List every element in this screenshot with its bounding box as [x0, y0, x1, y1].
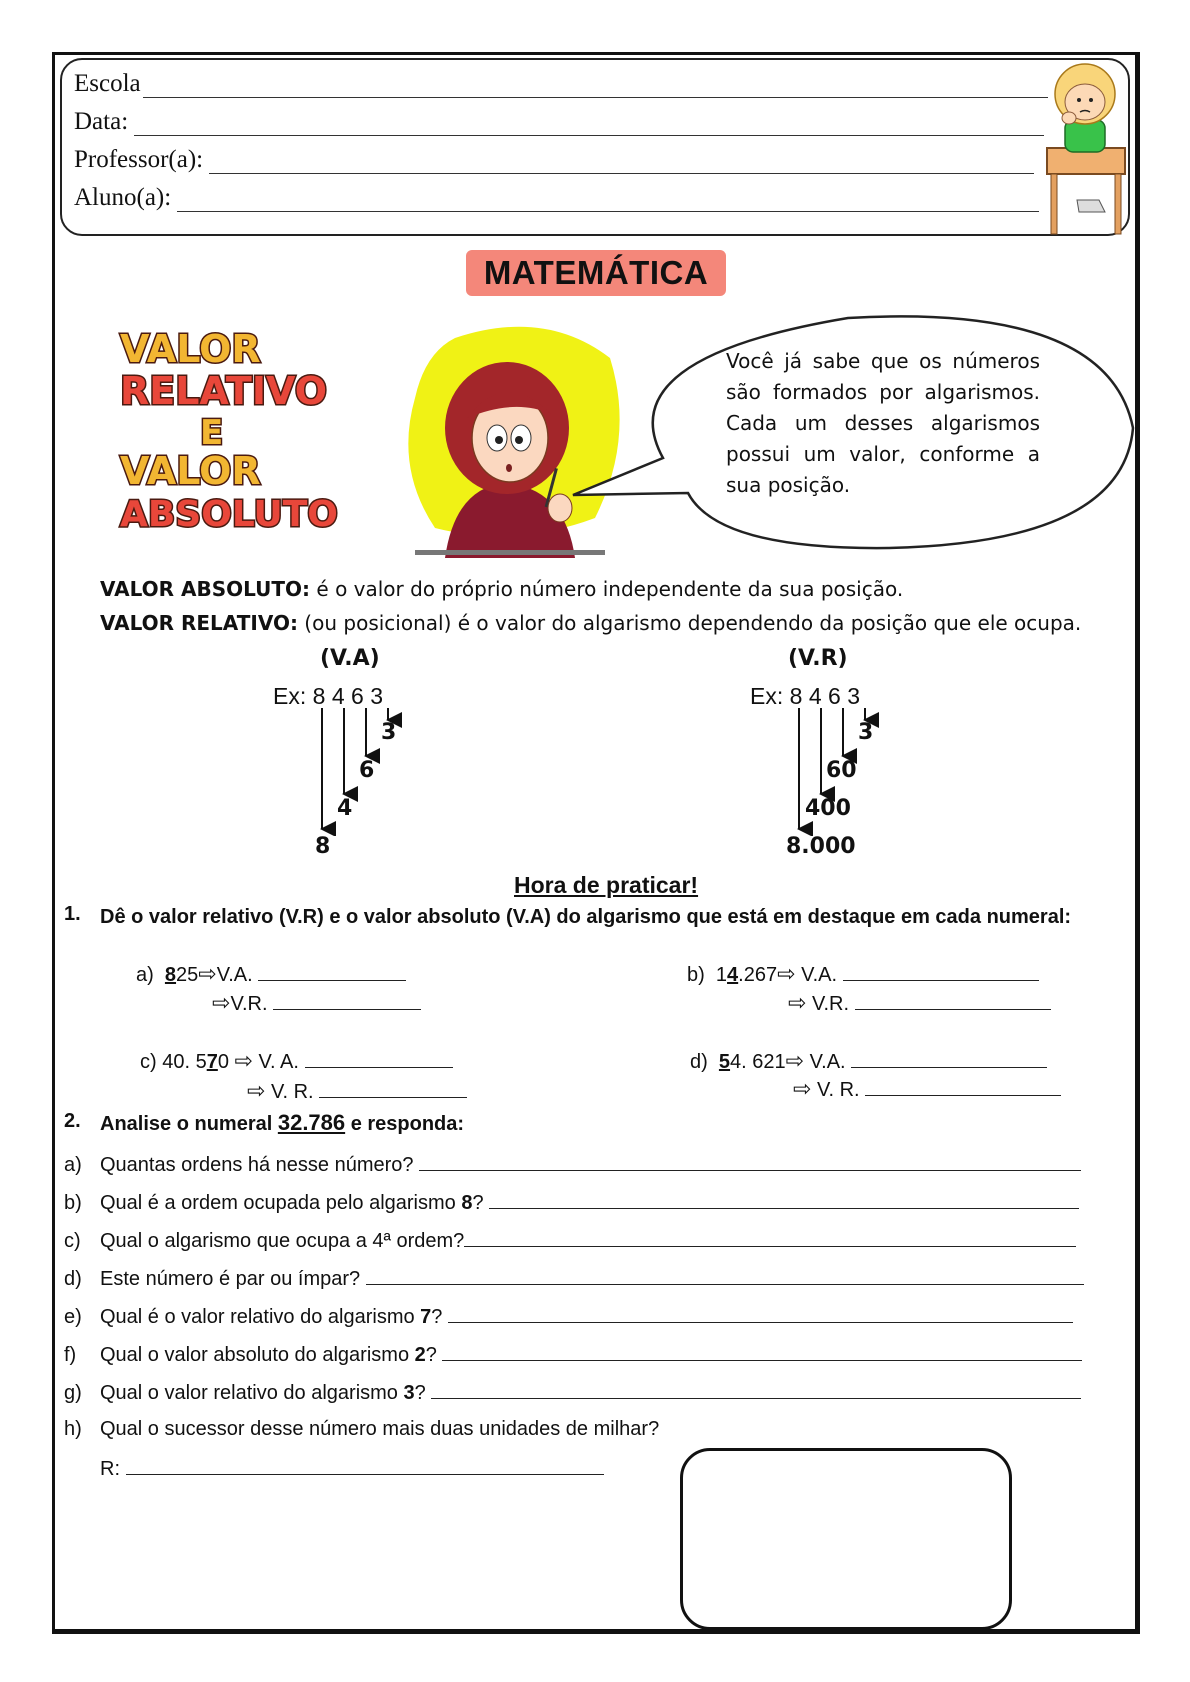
- q2b-after: ?: [472, 1192, 484, 1214]
- q1d-va-answer[interactable]: [851, 1049, 1047, 1068]
- vr-digit: 4: [808, 683, 822, 709]
- school-field[interactable]: [143, 75, 1048, 98]
- q1d-vr-row: [793, 1076, 1061, 1102]
- q1c-vr-answer[interactable]: [319, 1079, 467, 1098]
- arrow-icon: ⇨: [234, 1048, 253, 1073]
- q2e-after: ?: [431, 1306, 443, 1328]
- q2e-text: Qual é o valor relativo do algarismo: [100, 1306, 421, 1328]
- va-result: 8: [315, 834, 331, 859]
- practice-heading: Hora de praticar!: [514, 872, 699, 898]
- q2e-answer[interactable]: [448, 1304, 1073, 1323]
- q1c-vr-row: [247, 1078, 467, 1104]
- q1a-label: a): [136, 964, 154, 986]
- q2d-answer[interactable]: [366, 1266, 1084, 1285]
- speech-bubble-text: Você já sabe que os números são formados por algarismos. Cada um desses algarismos possui um valor, conforme a sua posição.: [726, 349, 1040, 497]
- q2g-item: [64, 1380, 1081, 1405]
- q1b-label: b): [687, 964, 705, 986]
- q1d-item: [690, 1048, 1047, 1074]
- q1a-va-answer[interactable]: [258, 962, 406, 981]
- arrow-icon: ⇨: [198, 961, 217, 986]
- date-label: Data:: [74, 108, 129, 135]
- q2b-answer[interactable]: [489, 1190, 1079, 1209]
- vr-digit: 3: [847, 683, 860, 709]
- q1a-vr-row: [212, 990, 421, 1016]
- q1d-post: 4. 621: [730, 1051, 786, 1073]
- q2g-bold: 3: [403, 1382, 415, 1404]
- q1c-va-label: V. A.: [258, 1051, 299, 1073]
- kid-desk-illustration: [1037, 60, 1132, 236]
- va-digit: 6: [351, 683, 364, 709]
- q2e-label: e): [64, 1306, 82, 1328]
- logo-line-5: ABSOLUTO: [120, 494, 338, 535]
- q2e-item: [64, 1304, 1073, 1329]
- vr-result: 3: [858, 720, 874, 745]
- q2d-label: d): [64, 1268, 82, 1290]
- q2b-bold: 8: [461, 1192, 473, 1214]
- q1-number: 1.: [64, 903, 81, 925]
- q2c-answer[interactable]: [464, 1228, 1076, 1247]
- definition-relative: [100, 611, 1081, 635]
- logo-line-4: VALOR: [120, 449, 261, 493]
- q2d-text: Este número é par ou ímpar?: [100, 1268, 361, 1290]
- vr-prefix: Ex:: [750, 683, 784, 709]
- q2-number: 2.: [64, 1110, 81, 1132]
- school-row: [74, 70, 1048, 98]
- arrow-icon: ⇨: [247, 1078, 266, 1103]
- vr-result: 60: [826, 758, 857, 783]
- q2a-item: [64, 1152, 1081, 1177]
- q2g-answer[interactable]: [431, 1380, 1081, 1399]
- q2a-answer[interactable]: [419, 1152, 1081, 1171]
- q1b-highlight-digit: 4: [727, 964, 739, 986]
- q2f-text: Qual o valor absoluto do algarismo: [100, 1344, 415, 1366]
- student-label: Aluno(a):: [74, 184, 172, 211]
- header-box: [60, 58, 1130, 236]
- teacher-field[interactable]: [209, 151, 1034, 174]
- arrow-icon: ⇨: [785, 1048, 805, 1073]
- relative-text: (ou posicional) é o valor do algarismo dependendo da posição que ele ocupa.: [297, 611, 1082, 635]
- vr-heading: (V.R): [788, 646, 848, 671]
- va-digit: 8: [312, 683, 326, 709]
- q2f-bold: 2: [414, 1344, 426, 1366]
- q1b-va-label: V.A.: [801, 964, 838, 986]
- q2c-label: c): [64, 1230, 81, 1252]
- q1a-post: 25: [176, 964, 199, 986]
- q2f-label: f): [64, 1344, 77, 1366]
- q1a-vr-answer[interactable]: [273, 991, 421, 1010]
- q1d-highlight-digit: 5: [718, 1051, 731, 1073]
- logo-line-1: VALOR: [120, 328, 261, 371]
- q2d-item: [64, 1266, 1084, 1291]
- arrow-icon: ⇨: [212, 990, 231, 1015]
- teacher-row: [74, 146, 1034, 174]
- q1c-label: c) 40. 5: [140, 1051, 207, 1073]
- q1c-post: 0: [217, 1051, 229, 1073]
- va-heading: (V.A): [320, 646, 380, 671]
- q1d-label: d): [690, 1051, 708, 1073]
- q2c-text: Qual o algarismo que ocupa a 4ª ordem?: [100, 1230, 465, 1252]
- q2a-text: Quantas ordens há nesse número?: [100, 1154, 414, 1176]
- q1b-pre: 1: [715, 964, 728, 986]
- vr-result: 8.000: [786, 834, 856, 859]
- q1b-vr-label: V.R.: [812, 993, 850, 1015]
- q2b-item: [64, 1190, 1079, 1215]
- q1b-vr-row: [788, 990, 1051, 1016]
- q1b-vr-answer[interactable]: [855, 991, 1051, 1010]
- logo-line-3: E: [200, 413, 224, 453]
- q1a-item: [136, 961, 406, 987]
- absolute-term: VALOR ABSOLUTO:: [100, 577, 311, 601]
- school-label: Escola: [74, 70, 141, 97]
- q1c-va-answer[interactable]: [305, 1049, 453, 1068]
- q1a-va-label: V.A.: [216, 964, 253, 986]
- q1c-item: [140, 1048, 453, 1074]
- va-result: 3: [381, 720, 397, 745]
- va-prefix: Ex:: [273, 683, 307, 709]
- q2-heading: [100, 1110, 464, 1136]
- q2e-bold: 7: [420, 1306, 432, 1328]
- q1b-va-answer[interactable]: [843, 962, 1039, 981]
- q2-numeral: 32.786: [277, 1110, 346, 1135]
- q2b-text: Qual é a ordem ocupada pelo algarismo: [100, 1192, 462, 1214]
- logo-line-2: RELATIVO: [120, 369, 327, 413]
- q2c-item: [64, 1228, 1076, 1253]
- va-result: 4: [337, 796, 353, 821]
- va-digit: 3: [370, 683, 383, 709]
- q2h-answer-row: [100, 1456, 604, 1481]
- q2b-label: b): [64, 1192, 82, 1214]
- q1d-vr-answer[interactable]: [865, 1077, 1061, 1096]
- q2h-label: h): [64, 1418, 82, 1440]
- q2f-item: [64, 1342, 1082, 1367]
- topic-logo-art: [118, 328, 383, 538]
- q2h-answer[interactable]: [126, 1456, 604, 1475]
- definition-absolute: [100, 577, 903, 601]
- q2h-answer-label: R:: [100, 1458, 120, 1480]
- student-field[interactable]: [177, 189, 1039, 212]
- q1a-vr-label: V.R.: [230, 993, 268, 1015]
- q2g-after: ?: [414, 1382, 426, 1404]
- va-digit: 4: [331, 683, 345, 709]
- q2-pre: Analise o numeral: [100, 1113, 278, 1135]
- topic-logo: [118, 328, 383, 543]
- q1c-highlight-digit: 7: [206, 1051, 218, 1073]
- q1d-vr-label: V. R.: [817, 1079, 860, 1101]
- q1b-post: .267: [738, 964, 778, 986]
- absolute-text: é o valor do próprio número independente da sua posição.: [310, 577, 904, 601]
- relative-term: VALOR RELATIVO:: [100, 611, 298, 635]
- q2a-label: a): [64, 1154, 82, 1176]
- q2-post: e responda:: [345, 1113, 465, 1135]
- arrow-icon: ⇨: [777, 961, 796, 986]
- q2g-text: Qual o valor relativo do algarismo: [100, 1382, 404, 1404]
- q1d-va-label: V.A.: [809, 1051, 846, 1073]
- q1b-item: [687, 961, 1039, 987]
- student-row: [74, 184, 1039, 212]
- arrow-icon: ⇨: [793, 1076, 812, 1101]
- vr-digit: 6: [828, 683, 841, 709]
- q1c-vr-label: V. R.: [271, 1081, 314, 1103]
- q2f-answer[interactable]: [442, 1342, 1082, 1361]
- teacher-label: Professor(a):: [74, 146, 204, 173]
- page-title: MATEMÁTICA: [466, 250, 726, 296]
- q1a-highlight-digit: 8: [164, 964, 177, 986]
- date-row: [74, 108, 1044, 136]
- calculation-box[interactable]: [680, 1448, 1012, 1630]
- q2g-label: g): [64, 1382, 82, 1404]
- arrow-icon: ⇨: [788, 990, 807, 1015]
- vr-digit: 8: [789, 683, 803, 709]
- q1-text: Dê o valor relativo (V.R) e o valor absoluto (V.A) do algarismo que está em destaque em cada numeral:: [100, 906, 1072, 928]
- q2h-text: Qual o sucessor desse número mais duas unidades de milhar?: [100, 1418, 660, 1440]
- va-result: 6: [359, 758, 375, 783]
- date-field[interactable]: [134, 113, 1044, 136]
- vr-result: 400: [805, 796, 851, 821]
- q2f-after: ?: [425, 1344, 437, 1366]
- q2h-item: [64, 1418, 659, 1441]
